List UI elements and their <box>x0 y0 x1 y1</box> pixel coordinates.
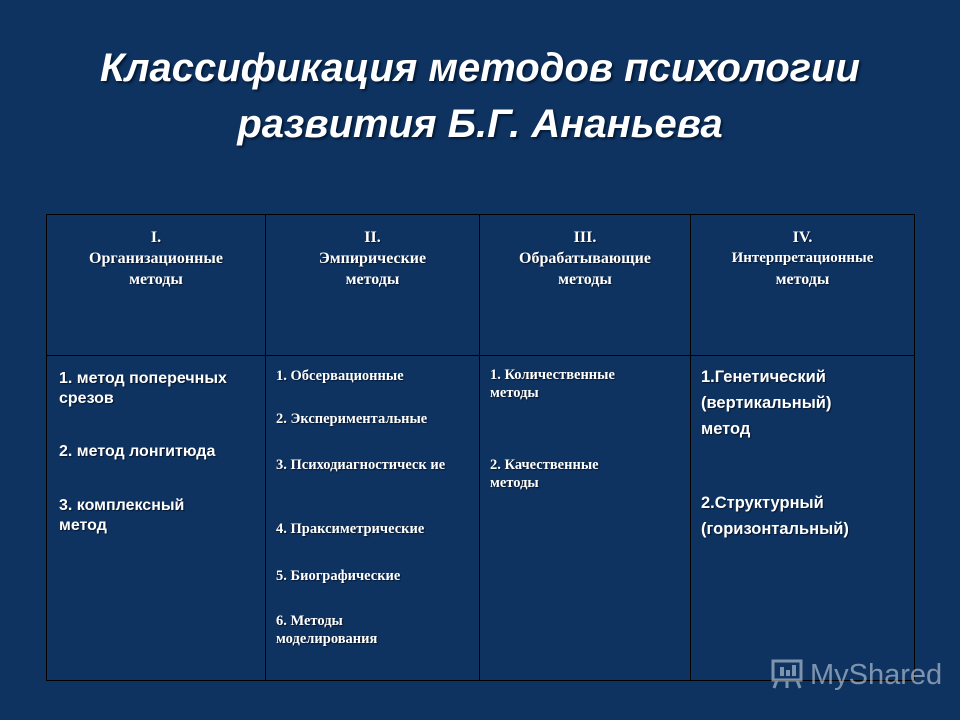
watermark <box>770 655 942 695</box>
methods-table <box>46 214 915 681</box>
cell-processing-methods <box>480 356 691 681</box>
header-organizational <box>47 215 266 356</box>
header-label: Организационные <box>89 250 223 267</box>
list-item: 2.Структурный (горизонтальный) <box>701 494 849 538</box>
header-label-suffix: методы <box>775 271 830 288</box>
cell-interpretive-methods <box>691 356 915 681</box>
slide-title-line-2: развития Б.Г. Ананьева <box>237 102 723 146</box>
list-item: 1.Генетический (вертикальный) метод <box>701 368 832 438</box>
header-processing <box>480 215 691 356</box>
header-numeral: I. <box>150 229 162 246</box>
header-label: Обрабатывающие <box>519 250 651 267</box>
header-empirical <box>266 215 480 356</box>
header-numeral: II. <box>364 229 381 246</box>
list-item: 2. Качественные методы <box>490 457 599 491</box>
list-item: 2. метод лонгитюда <box>59 443 216 460</box>
header-label-suffix: методы <box>558 271 612 288</box>
watermark-text: MyShared <box>810 658 943 691</box>
slide-title <box>40 40 920 152</box>
list-item: 1. Обсервационные <box>276 368 404 384</box>
header-label: Эмпирические <box>318 250 427 267</box>
cell-empirical-methods <box>266 356 480 681</box>
list-item: 3. Психодиагностическ ие <box>276 457 446 473</box>
list-item: 1. Количественные методы <box>490 367 615 401</box>
list-item: 6. Методы моделирования <box>276 613 378 647</box>
header-label-suffix: методы <box>345 271 400 288</box>
header-interpretive <box>691 215 915 356</box>
header-numeral: III. <box>573 229 597 246</box>
list-item: 5. Биографические <box>276 568 401 584</box>
list-item: 3. комплексный метод <box>59 497 185 534</box>
list-item: 2. Экспериментальные <box>276 411 428 427</box>
cell-organizational-methods <box>47 356 266 681</box>
header-numeral: IV. <box>792 229 813 246</box>
header-label: Интерпретационные <box>731 250 874 266</box>
list-item: 4. Праксиметрические <box>276 521 425 537</box>
table-body-row <box>47 356 915 681</box>
presentation-board-icon <box>770 656 804 695</box>
list-item: 1. метод поперечных срезов <box>59 370 227 407</box>
table-header-row <box>47 215 915 356</box>
slide-title-line-1: Классификация методов психологии <box>100 46 860 90</box>
header-label-suffix: методы <box>129 271 183 288</box>
